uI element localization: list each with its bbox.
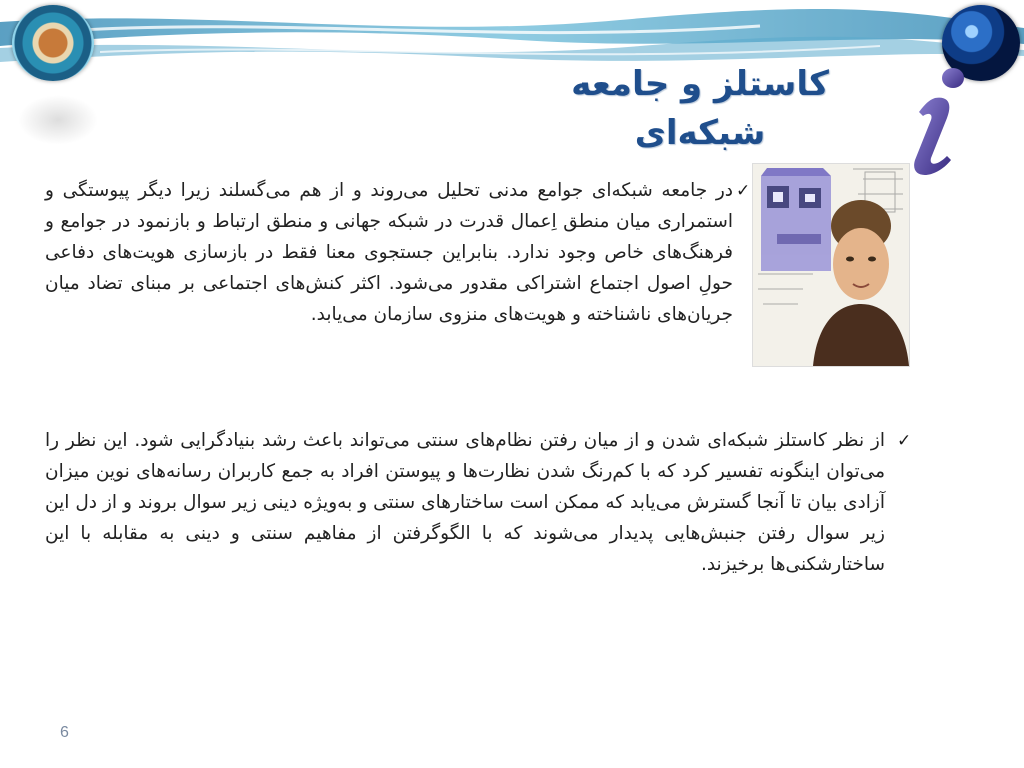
ornament-icon: [12, 5, 94, 81]
page-number: 6: [60, 724, 69, 741]
bullet-paragraph-2: از نظر کاستلز شبکه‌ای شدن و از میان رفتن نظام‌های سنتی می‌تواند باعث رشد بنیادگرایی شود. این نظر را می‌توان اینگونه تفسیر کرد که با کم‌رنگ شدن نظارت‌ها و پیوستن افراد به جمع کاربران رسانه‌های نوین میزان آزادی بیان تا آنجا گسترش می‌یابد که ممکن است ساختارهای سنتی و به‌ویژه دینی زیر سوال بروند و از دل این زیر سوال رفتن جنبش‌هایی پدیدار می‌شوند که با الگوگرفتن از مفاهیم سنتی و دینی به مقابله با این ساختارشکنی‌ها برخیزند.: [45, 430, 885, 575]
slide-title-line1: کاستلز و جامعه: [571, 64, 829, 104]
bullet-paragraph-1: در جامعه شبکه‌ای جوامع مدنی تحلیل می‌روند و از هم می‌گسلند زیرا دیگر پیوستگی و استمراری میان منطق اِعمال قدرت در شبکه جهانی و منطق ارتباط و بازنمود در جوامع و فرهنگ‌های خاص وجود ندارد. بنابراین جستجوی معنا فقط در بازسازی هویت‌های دفاعی حولِ اصول اجتماع اشتراکی مقدور می‌شود. اکثر کنش‌های اجتماعی بر مبنای تضاد میان جریان‌های ناشناخته و هویت‌های منزوی سازمان می‌یابد.: [45, 180, 733, 325]
check-bullet-icon: ✓: [736, 181, 751, 201]
header-wave-banner: [0, 0, 1024, 90]
slide-title-line2: شبکه‌ای: [634, 113, 766, 154]
slide-title: [560, 60, 840, 159]
check-bullet-icon: ✓: [897, 431, 912, 451]
decorative-glow: [18, 95, 98, 145]
portrait-photo: [752, 163, 910, 367]
